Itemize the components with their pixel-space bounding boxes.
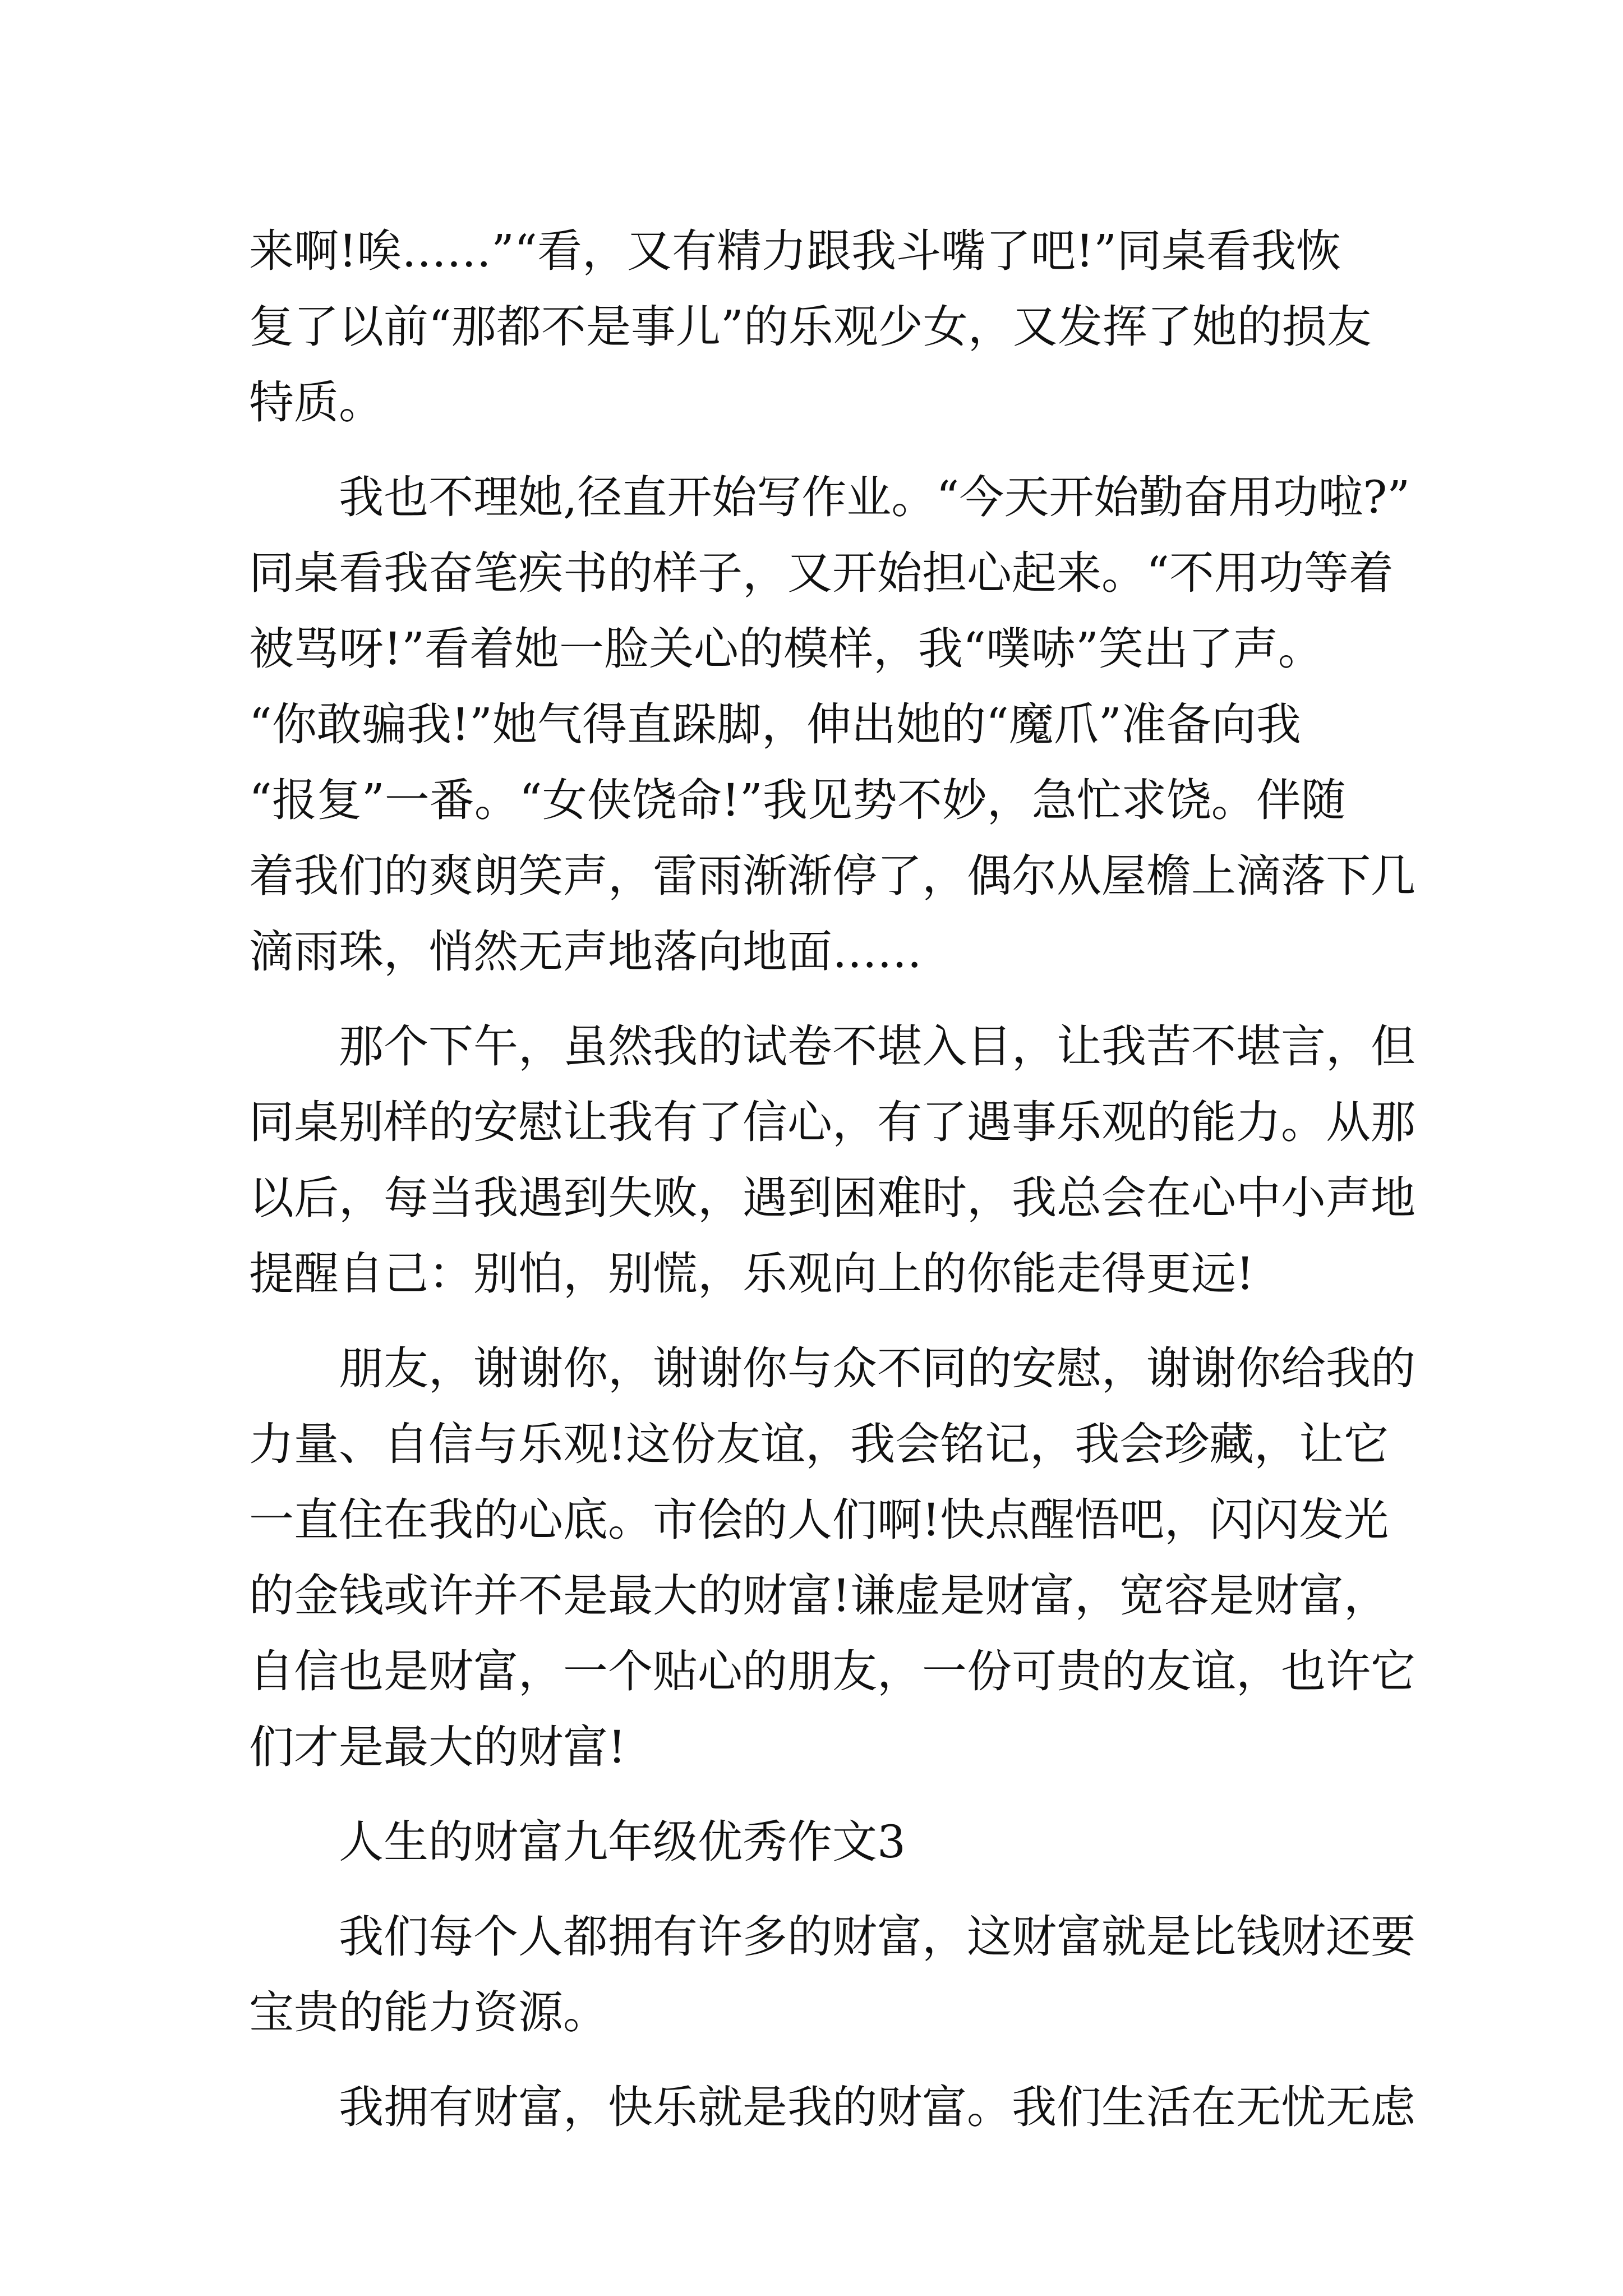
text-line: 被骂呀!”看着她一脸关心的模样，我“噗哧”笑出了声。 [249,623,1323,675]
paragraph [249,1899,1415,2050]
text-line: 复了以前“那都不是事儿”的乐观少女，又发挥了她的损友 [249,301,1372,353]
text-line: 来啊!唉……”“看，又有精力跟我斗嘴了吧!”同桌看我恢 [249,225,1341,277]
text-line: 的金钱或许并不是最大的财富!谦虚是财富，宽容是财富， [249,1570,1389,1622]
paragraph [249,1331,1415,1785]
text-line: 人生的财富九年级优秀作文3 [339,1816,906,1868]
paragraph [249,213,1382,440]
text-line: 以后，每当我遇到失败，遇到困难时，我总会在心中小声地 [249,1172,1415,1224]
text-line: 我也不理她,径直开始写作业。“今天开始勤奋用功啦?” [339,471,1410,523]
text-line: 我拥有财富，快乐就是我的财富。我们生活在无忧无虑 [339,2081,1415,2133]
paragraph [249,459,1415,990]
text-line: 特质。 [249,376,384,429]
text-line: 同桌看我奋笔疾书的样子，又开始担心起来。“不用功等着 [249,547,1394,599]
text-line: 滴雨珠，悄然无声地落向地面…… [249,926,922,978]
text-line: “你敢骗我!”她气得直跺脚，伸出她的“魔爪”准备向我 [249,698,1301,751]
text-line: 我们每个人都拥有许多的财富，这财富就是比钱财还要 [339,1911,1415,1963]
text-line: 自信也是财富，一个贴心的朋友，一份可贵的友谊，也许它 [249,1645,1415,1697]
text-line: “报复”一番。“女侠饶命!”我见势不妙，急忙求饶。伴随 [249,774,1346,826]
text-line: 提醒自己：别怕，别慌，乐观向上的你能走得更远! [249,1248,1255,1300]
text-line: 力量、自信与乐观!这份友谊，我会铭记，我会珍藏，让它 [249,1418,1389,1470]
text-line: 同桌别样的安慰让我有了信心，有了遇事乐观的能力。从那 [249,1096,1415,1148]
text-line: 宝贵的能力资源。 [249,1986,608,2039]
text-line: 一直住在我的心底。市侩的人们啊!快点醒悟吧，闪闪发光 [249,1494,1389,1546]
text-line: 朋友，谢谢你，谢谢你与众不同的安慰，谢谢你给我的 [339,1342,1415,1395]
text-line: 着我们的爽朗笑声，雷雨渐渐停了，偶尔从屋檐上滴落下几 [249,850,1415,902]
text-line: 们才是最大的财富! [249,1721,626,1773]
text-line: 那个下午，虽然我的试卷不堪入目，让我苦不堪言，但 [339,1020,1415,1073]
paragraph [249,1009,1415,1312]
paragraph [249,2069,1415,2145]
section-title [249,1804,1382,1880]
essay-body [249,213,1415,2145]
